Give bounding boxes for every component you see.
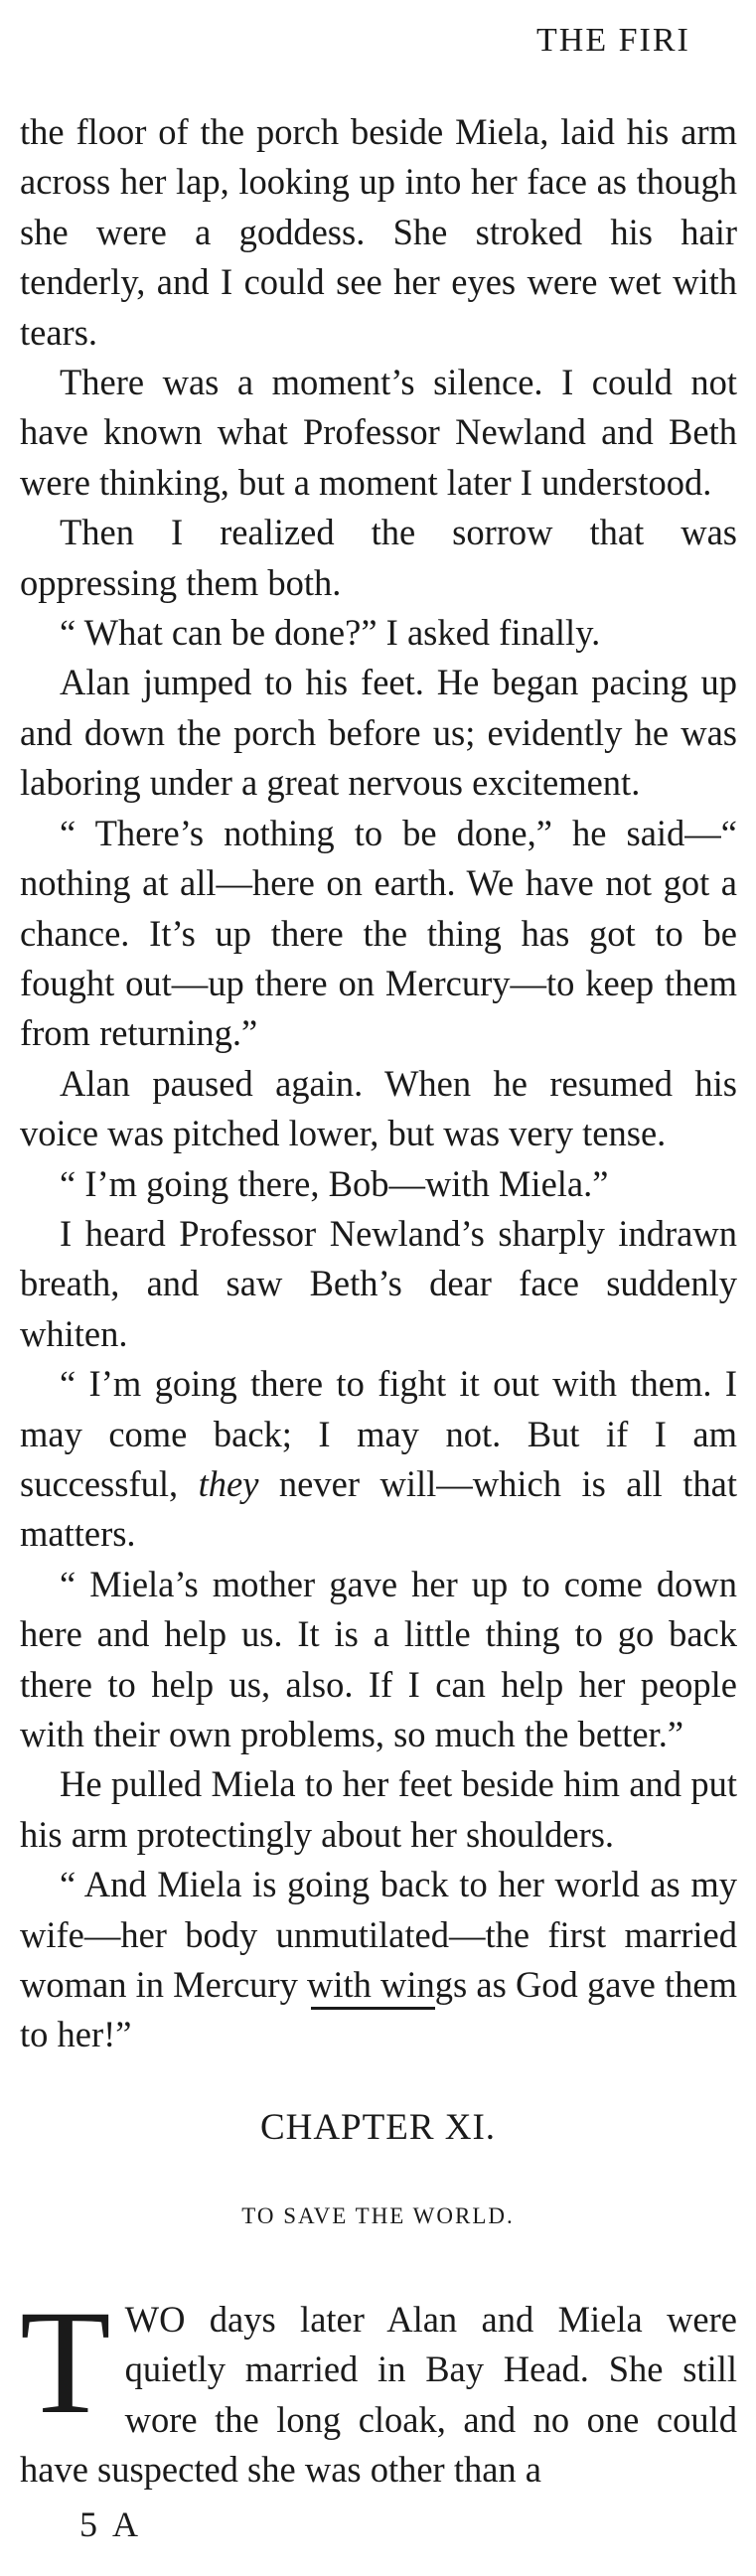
paragraph: I heard Professor Newland’s sharply indrawn breath, and saw Beth’s dear face suddenly whiten.: [20, 1212, 737, 1354]
chapter-opening: [20, 2280, 737, 2496]
paragraph-text: never will—which is all that matters.: [20, 1462, 737, 1555]
paragraph-text: “ I’m going there to fight it out with them. I may come back; I may not. But if I am successful,: [20, 1363, 737, 1504]
running-head: THE FIRI: [536, 22, 690, 59]
paragraph: the floor of the porch beside Miela, laid his arm across her lap, looking up into her face as though she were a goddess. She stroked his hair tenderly, and I could see her eyes were wet with tears.: [20, 111, 737, 353]
paragraph: Then I realized the sorrow that was oppressing them both.: [20, 512, 737, 603]
paragraph: “ And Miela is going back to her world as my wife—her body unmutilated—the first married woman in Mercury with wings as God gave them to her!”: [20, 1864, 737, 2055]
section-divider: [311, 2007, 435, 2010]
emphasis-text: they: [198, 1462, 259, 1504]
drop-cap: T: [20, 2280, 111, 2445]
paragraph: There was a moment’s silence. I could not have known what Professor Newland and Beth were thinking, but a moment later I understood.: [20, 362, 737, 503]
opening-paragraph: [20, 2280, 737, 2496]
paragraph: “ I’m going there, Bob—with Miela.”: [60, 1162, 609, 1204]
chapter-title: TO SAVE THE WORLD.: [241, 2203, 515, 2228]
paragraph: [20, 1359, 737, 1560]
paragraph: “ What can be done?” I asked finally.: [60, 612, 601, 654]
paragraph: “ There’s nothing to be done,” he said—“ nothing at all—here on earth. We have not got a chance. It’s up there the thing has got to be fought out—up there on Mercury—to keep them from returning.”: [20, 812, 737, 1054]
paragraph: He pulled Miela to her feet beside him and put his arm protectingly about her shoulders.: [20, 1763, 737, 1855]
opening-text: WO days later Alan and Miela were quietly married in Bay Head. She still wore the long cloak, and no one could have suspected she was other than a: [20, 2299, 737, 2491]
paragraph: Alan jumped to his feet. He began pacing up and down the porch before us; evidently he was laboring under a great nervous excitement.: [20, 662, 737, 804]
paragraph: “ Miela’s mother gave her up to come down here and help us. It is a little thing to go back there to help us, also. If I can help her people with their own problems, so much the better.”: [20, 1563, 737, 1754]
body-text: [20, 107, 737, 2060]
chapter-number: CHAPTER XI.: [259, 2107, 497, 2148]
signature-mark: 5 A: [79, 2504, 143, 2544]
paragraph: Alan paused again. When he resumed his voice was pitched lower, but was very tense.: [20, 1062, 737, 1154]
